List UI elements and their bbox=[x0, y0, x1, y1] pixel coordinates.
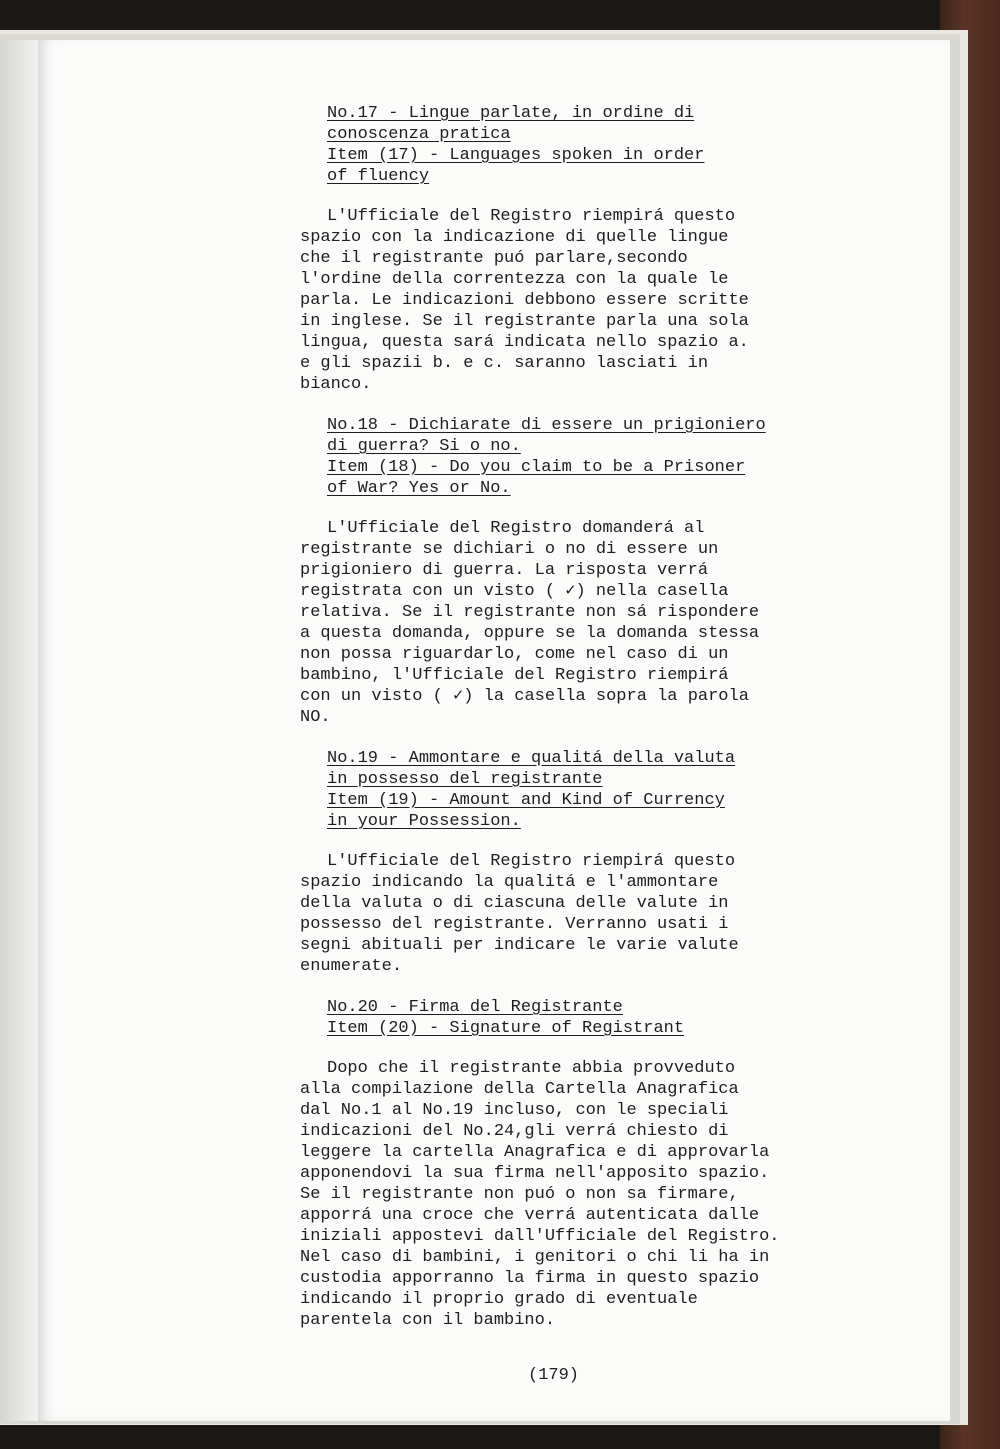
body-line: relativa. Se il registrante non sá rispondere bbox=[300, 603, 760, 622]
heading-line: di guerra? Si o no. bbox=[327, 437, 521, 456]
body-line: Nel caso di bambini, i genitori o chi li ha in bbox=[300, 1248, 770, 1267]
body-line: e gli spazii b. e c. saranno lasciati in bbox=[300, 354, 709, 373]
body-line: indicazioni del No.24,gli verrá chiesto di bbox=[300, 1122, 729, 1141]
page-content bbox=[300, 103, 890, 1351]
body-line: possesso del registrante. Verranno usati i bbox=[300, 915, 729, 934]
section-17-heading bbox=[327, 103, 890, 187]
body-line: bianco. bbox=[300, 375, 372, 394]
heading-line: Item (18) - Do you claim to be a Prisoner bbox=[327, 458, 746, 477]
body-line: segni abituali per indicare le varie valute bbox=[300, 936, 739, 955]
body-line: lingua, questa sará indicata nello spazio a. bbox=[300, 333, 749, 352]
body-line: enumerate. bbox=[300, 957, 403, 976]
body-line: registrata con un visto ( ✓) nella casella bbox=[300, 582, 729, 601]
body-line: con un visto ( ✓) la casella sopra la parola bbox=[300, 687, 749, 706]
heading-line: in possesso del registrante bbox=[327, 770, 603, 789]
body-line: L'Ufficiale del Registro riempirá questo bbox=[327, 207, 736, 226]
body-line: bambino, l'Ufficiale del Registro riempirá bbox=[300, 666, 729, 685]
body-line: dal No.1 al No.19 incluso, con le speciali bbox=[300, 1101, 729, 1120]
section-20-body bbox=[300, 1058, 890, 1331]
section-20-heading bbox=[327, 997, 890, 1039]
body-line: a questa domanda, oppure se la domanda stessa bbox=[300, 624, 760, 643]
body-line: non possa riguardarlo, come nel caso di un bbox=[300, 645, 729, 664]
heading-line: Item (20) - Signature of Registrant bbox=[327, 1019, 685, 1038]
page-number: (179) bbox=[528, 1366, 580, 1385]
body-line: prigioniero di guerra. La risposta verrá bbox=[300, 561, 709, 580]
heading-line: No.20 - Firma del Registrante bbox=[327, 998, 623, 1017]
body-line: leggere la cartella Anagrafica e di approvarla bbox=[300, 1143, 770, 1162]
body-line: apporrá una croce che verrá autenticata dalle bbox=[300, 1206, 760, 1225]
heading-line: in your Possession. bbox=[327, 812, 521, 831]
body-line: L'Ufficiale del Registro riempirá questo bbox=[327, 852, 736, 871]
heading-line: of War? Yes or No. bbox=[327, 479, 511, 498]
body-line: L'Ufficiale del Registro domanderá al bbox=[327, 519, 705, 538]
heading-line: No.17 - Lingue parlate, in ordine di bbox=[327, 104, 695, 123]
body-line: l'ordine della correntezza con la quale le bbox=[300, 270, 729, 289]
section-18-heading bbox=[327, 415, 890, 499]
body-line: della valuta o di ciascuna delle valute in bbox=[300, 894, 729, 913]
book-gutter bbox=[0, 40, 38, 1421]
body-line: iniziali appostevi dall'Ufficiale del Registro. bbox=[300, 1227, 780, 1246]
body-line: registrante se dichiari o no di essere un bbox=[300, 540, 719, 559]
body-line: spazio con la indicazione di quelle lingue bbox=[300, 228, 729, 247]
section-18-body bbox=[300, 518, 890, 728]
body-line: alla compilazione della Cartella Anagrafica bbox=[300, 1080, 739, 1099]
body-line: che il registrante puó parlare,secondo bbox=[300, 249, 688, 268]
heading-line: No.19 - Ammontare e qualitá della valuta bbox=[327, 749, 736, 768]
body-line: Dopo che il registrante abbia provveduto bbox=[327, 1059, 736, 1078]
heading-line: Item (17) - Languages spoken in order bbox=[327, 146, 705, 165]
body-line: in inglese. Se il registrante parla una sola bbox=[300, 312, 749, 331]
body-line: spazio indicando la qualitá e l'ammontare bbox=[300, 873, 719, 892]
body-line: parentela con il bambino. bbox=[300, 1311, 556, 1330]
heading-line: conoscenza pratica bbox=[327, 125, 511, 144]
heading-line: of fluency bbox=[327, 167, 430, 186]
section-19-heading bbox=[327, 748, 890, 832]
heading-line: Item (19) - Amount and Kind of Currency bbox=[327, 791, 725, 810]
body-line: parla. Le indicazioni debbono essere scritte bbox=[300, 291, 749, 310]
body-line: Se il registrante non puó o non sa firmare, bbox=[300, 1185, 739, 1204]
body-line: apponendovi la sua firma nell'apposito spazio. bbox=[300, 1164, 770, 1183]
section-17-body bbox=[300, 206, 890, 395]
body-line: indicando il proprio grado di eventuale bbox=[300, 1290, 698, 1309]
heading-line: No.18 - Dichiarate di essere un prigioniero bbox=[327, 416, 766, 435]
section-19-body bbox=[300, 851, 890, 977]
body-line: custodia apporranno la firma in questo spazio bbox=[300, 1269, 760, 1288]
body-line: NO. bbox=[300, 708, 331, 727]
